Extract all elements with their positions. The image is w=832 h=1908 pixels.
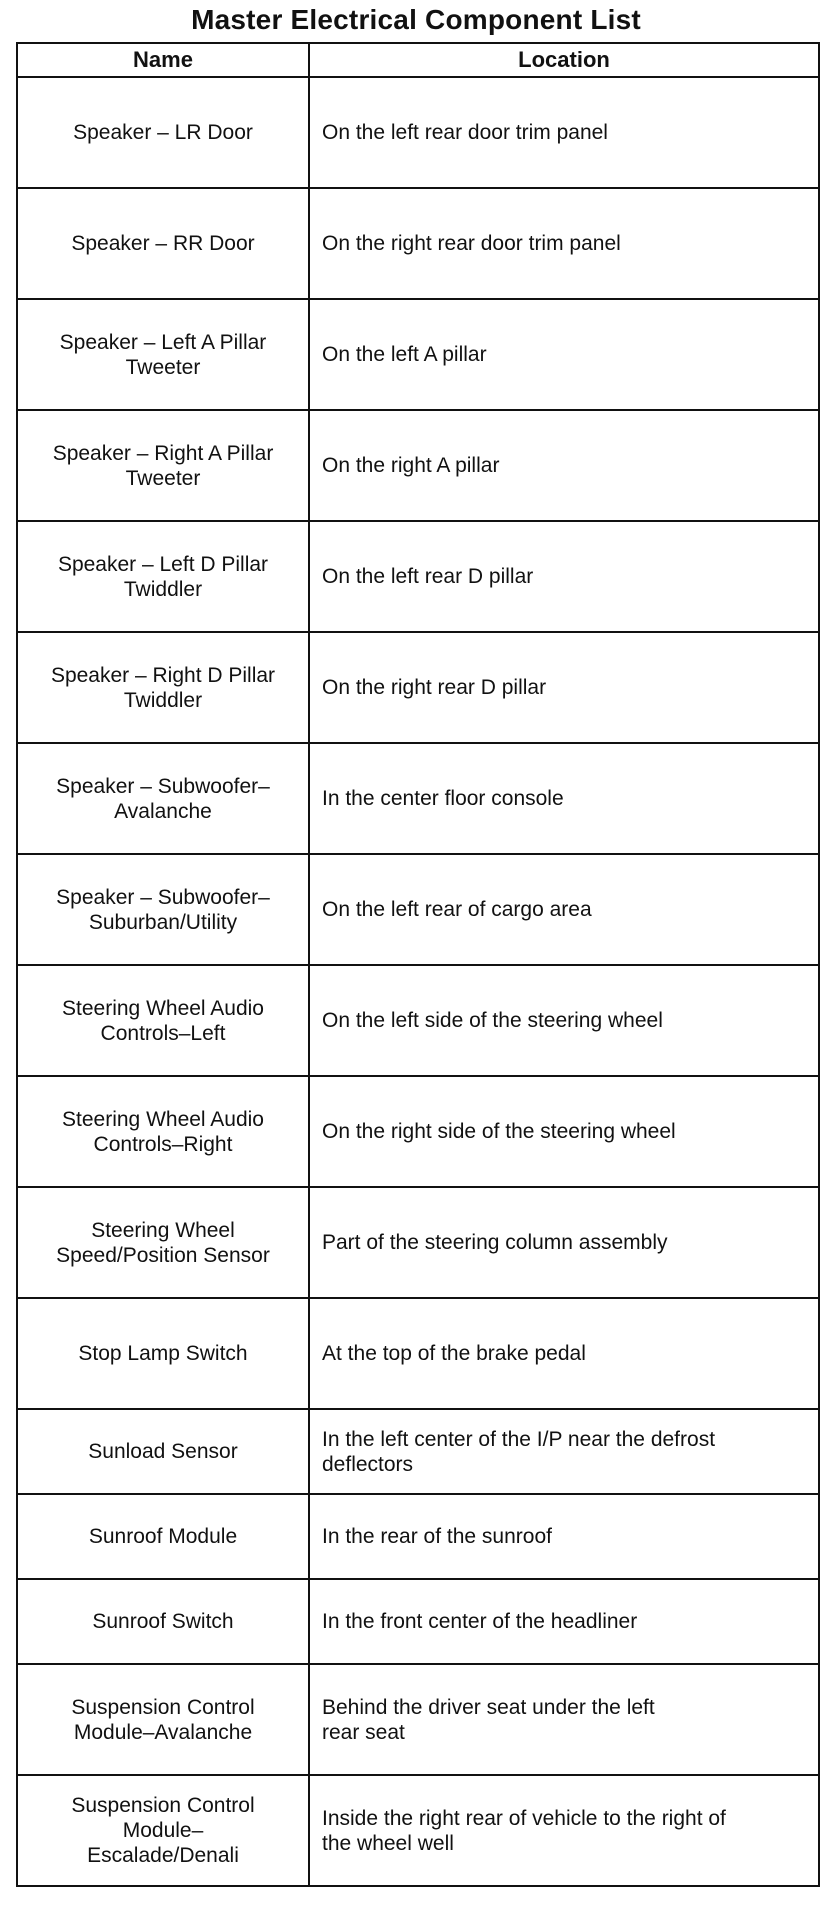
component-name: Speaker – Left D Pillar Twiddler [17,521,309,632]
table-row [17,743,819,854]
table-row [17,1076,819,1187]
component-table [16,42,820,1887]
component-name: Speaker – Left A Pillar Tweeter [17,299,309,410]
component-location: On the left A pillar [309,299,819,410]
table-row [17,188,819,299]
component-location: On the right rear D pillar [309,632,819,743]
component-name: Steering Wheel Speed/Position Sensor [17,1187,309,1298]
table-row [17,1409,819,1494]
component-location: In the left center of the I/P near the defrost deflectors [309,1409,819,1494]
component-location: On the left side of the steering wheel [309,965,819,1076]
component-name: Speaker – Subwoofer– Suburban/Utility [17,854,309,965]
column-header-location: Location [309,43,819,77]
table-row [17,1664,819,1775]
table-row [17,521,819,632]
component-name: Steering Wheel Audio Controls–Left [17,965,309,1076]
table-row [17,410,819,521]
component-location: Behind the driver seat under the left rear seat [309,1664,819,1775]
table-row [17,1298,819,1409]
table-row [17,632,819,743]
page-title: Master Electrical Component List [191,4,641,35]
component-location: On the right side of the steering wheel [309,1076,819,1187]
table-row [17,1494,819,1579]
component-name: Speaker – Subwoofer– Avalanche [17,743,309,854]
table-row [17,1775,819,1886]
component-location: At the top of the brake pedal [309,1298,819,1409]
component-name: Speaker – Right D Pillar Twiddler [17,632,309,743]
table-row [17,1579,819,1664]
component-location: On the right rear door trim panel [309,188,819,299]
component-location: Part of the steering column assembly [309,1187,819,1298]
component-location: On the left rear door trim panel [309,77,819,188]
component-location: On the left rear D pillar [309,521,819,632]
component-location: Inside the right rear of vehicle to the right of the wheel well [309,1775,819,1886]
component-name: Steering Wheel Audio Controls–Right [17,1076,309,1187]
table-row [17,1187,819,1298]
table-header-row [17,43,819,77]
component-location: In the center floor console [309,743,819,854]
component-name: Sunload Sensor [17,1409,309,1494]
component-name: Sunroof Switch [17,1579,309,1664]
column-header-name: Name [17,43,309,77]
table-row [17,965,819,1076]
component-name: Stop Lamp Switch [17,1298,309,1409]
table-row [17,854,819,965]
component-name: Suspension Control Module– Escalade/Denali [17,1775,309,1886]
table-row [17,299,819,410]
component-location: On the left rear of cargo area [309,854,819,965]
component-name: Speaker – Right A Pillar Tweeter [17,410,309,521]
component-name: Speaker – LR Door [17,77,309,188]
component-name: Sunroof Module [17,1494,309,1579]
component-location: In the front center of the headliner [309,1579,819,1664]
table-body [17,77,819,1886]
component-name: Suspension Control Module–Avalanche [17,1664,309,1775]
component-location: On the right A pillar [309,410,819,521]
component-name: Speaker – RR Door [17,188,309,299]
component-location: In the rear of the sunroof [309,1494,819,1579]
table-row [17,77,819,188]
